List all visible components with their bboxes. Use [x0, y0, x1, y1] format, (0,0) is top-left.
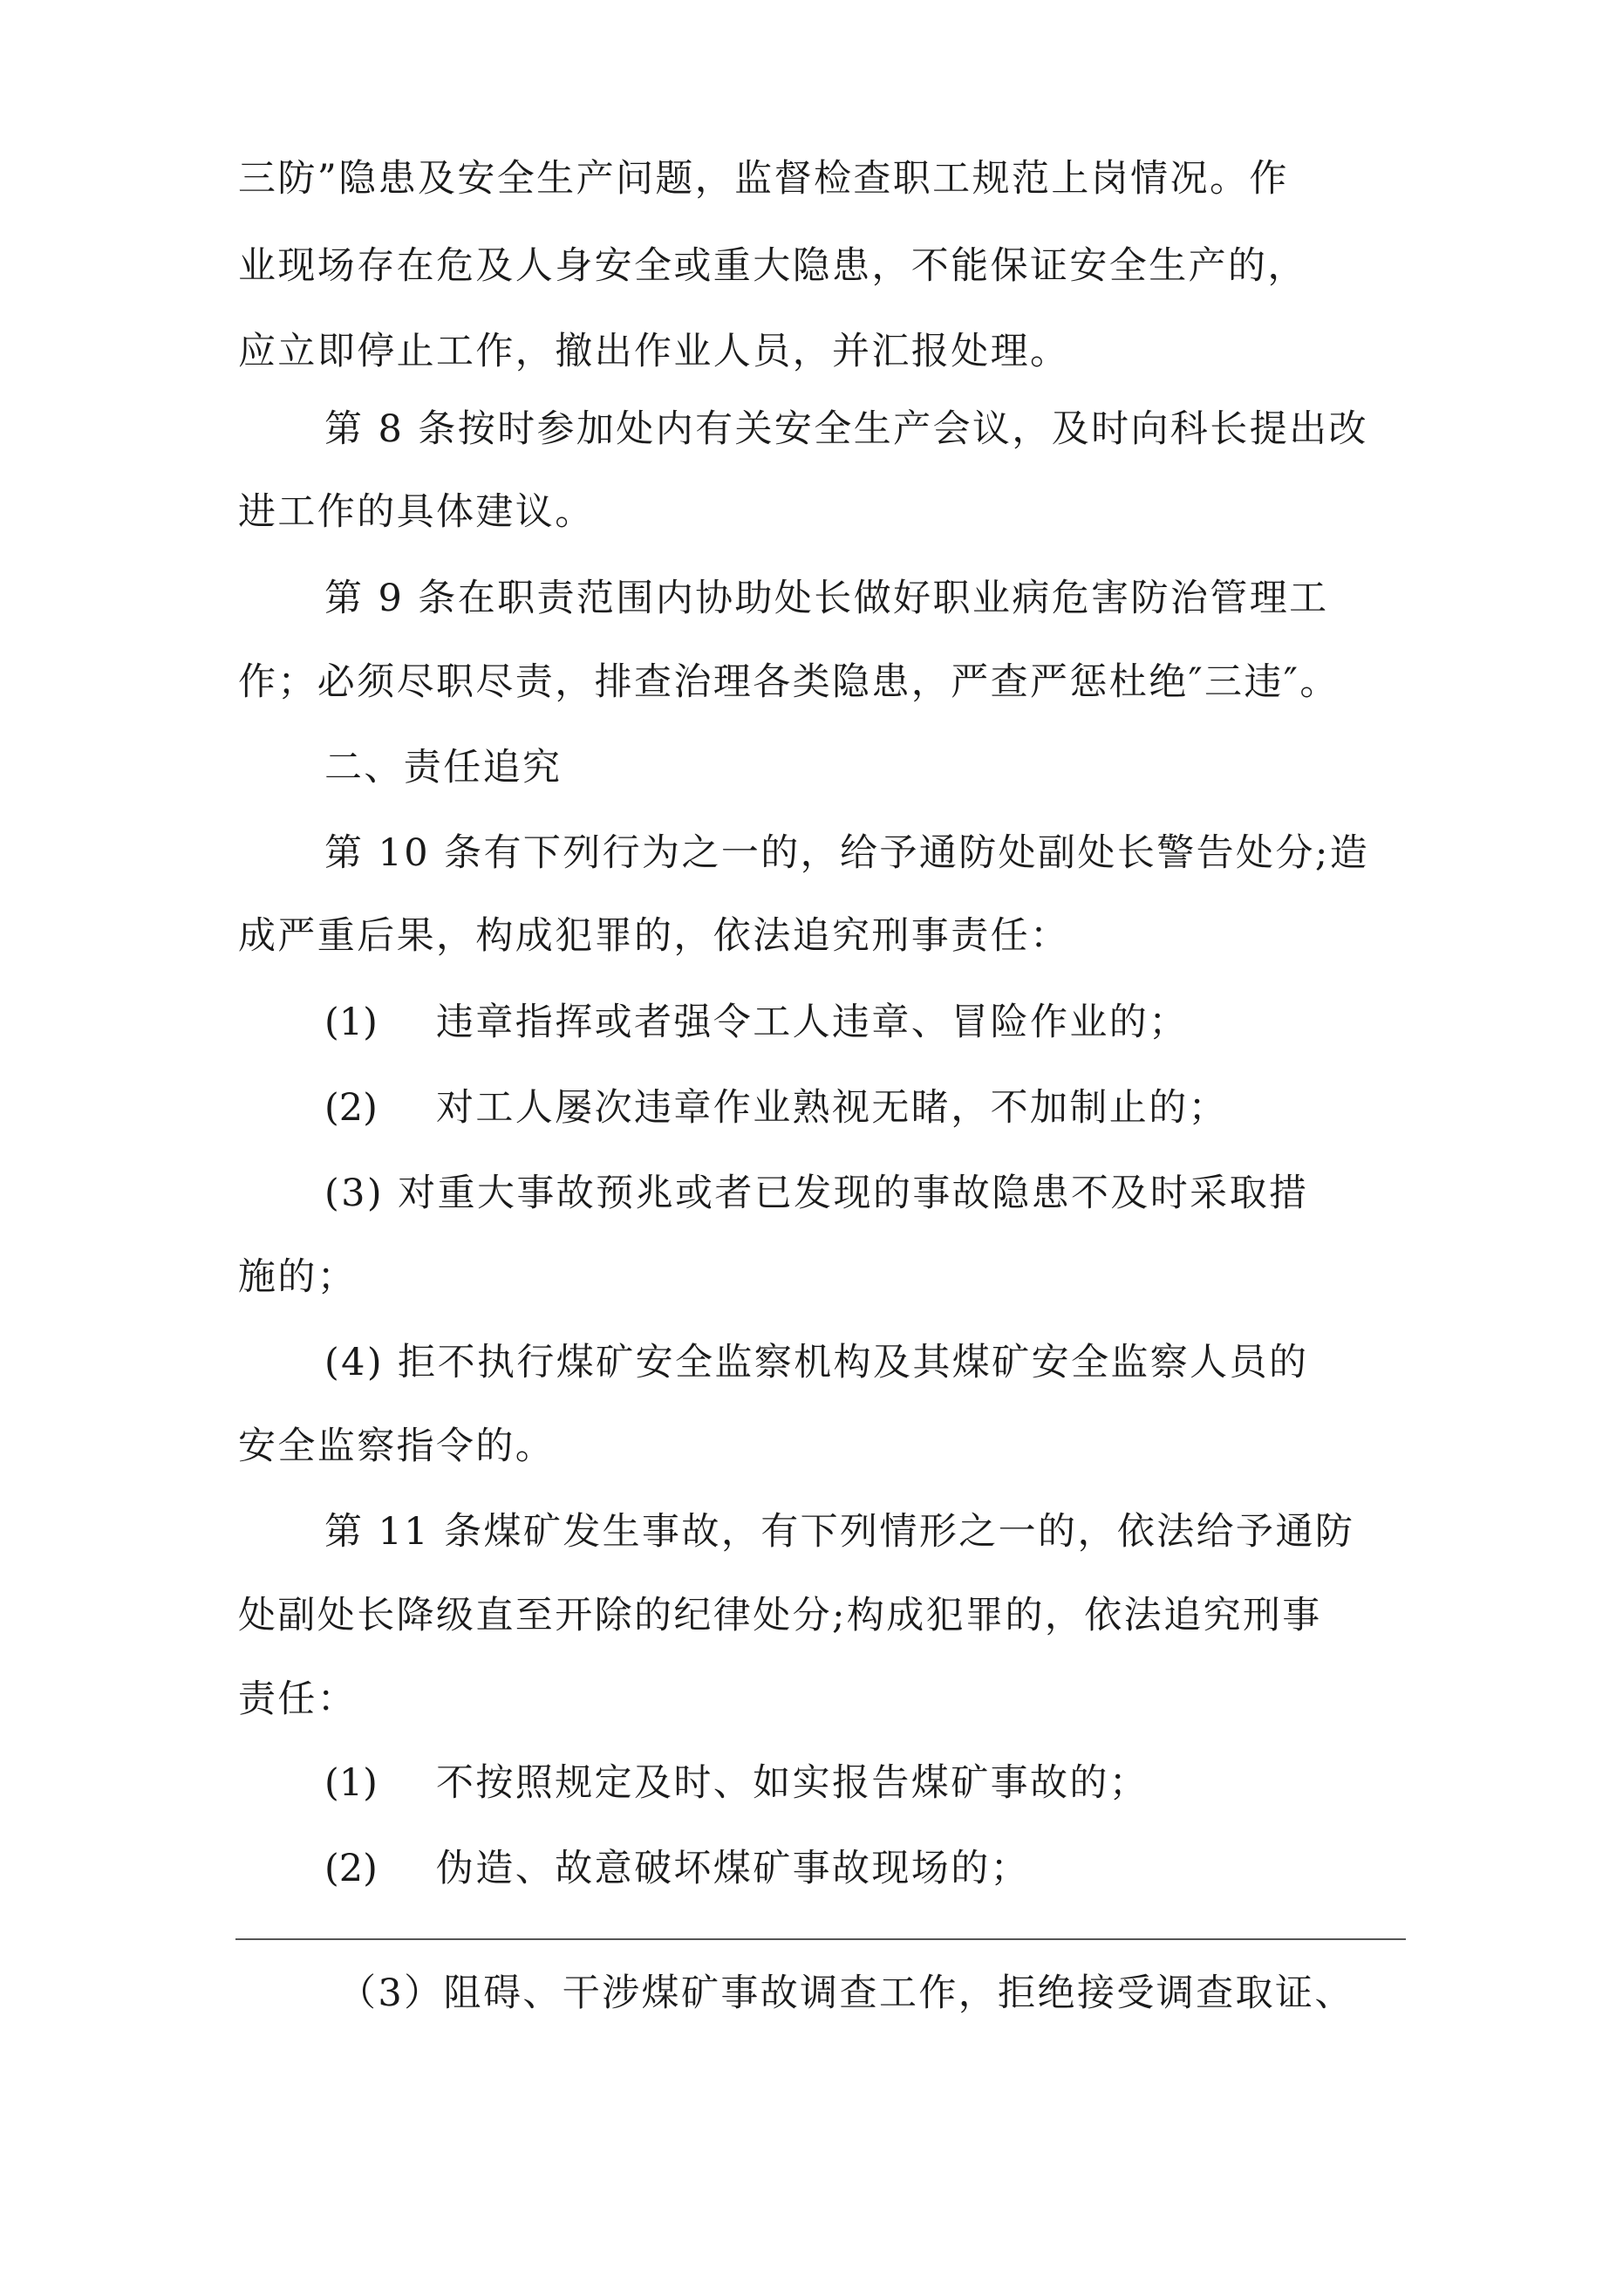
list-item-number: (1)	[324, 1001, 378, 1044]
list-item-line: (3) 对重大事故预兆或者已发现的事故隐患不及时采取措	[324, 1172, 1309, 1215]
article-8-line: 第 8 条按时参加处内有关安全生产会议，及时向科长提出改	[324, 407, 1368, 451]
article-9-line: 第 9 条在职责范围内协助处长做好职业病危害防治管理工	[324, 577, 1329, 620]
page-divider	[235, 1938, 1406, 1940]
list-item-text: 违章指挥或者强令工人违章、冒险作业的；	[436, 1001, 1189, 1044]
list-item-text: 伪造、故意破坏煤矿事故现场的；	[436, 1847, 1030, 1890]
article-9-line: 作；必须尽职尽责，排查治理各类隐患，严查严惩杜绝″三违″。	[238, 660, 1340, 704]
list-item-number: (1)	[324, 1761, 378, 1805]
paragraph-line: 业现场存在危及人身安全或重大隐患，不能保证安全生产的，	[238, 244, 1307, 288]
section-heading: 二、责任追究	[324, 746, 563, 789]
article-8-line: 进工作的具体建议。	[238, 490, 595, 534]
paragraph-line: 三防”隐患及安全生产问题，监督检查职工规范上岗情况。作	[238, 157, 1289, 201]
list-item-line: 施的；	[238, 1255, 358, 1299]
paragraph-line: 应立即停止工作，撤出作业人员，并汇报处理。	[238, 330, 1070, 373]
list-item-number: (2)	[324, 1086, 378, 1130]
list-item-text: 不按照规定及时、如实报告煤矿事故的；	[436, 1761, 1149, 1805]
article-11-line: 责任：	[238, 1678, 358, 1721]
next-page-line: （3）阻碍、干涉煤矿事故调查工作，拒绝接受调查取证、	[338, 1971, 1354, 2015]
list-item-number: (2)	[324, 1847, 378, 1890]
article-10-line: 第 10 条有下列行为之一的，给予通防处副处长警告处分;造	[324, 831, 1370, 875]
list-item-text: 对工人屡次违章作业熟视无睹，不加制止的；	[436, 1086, 1228, 1130]
article-10-line: 成严重后果，构成犯罪的，依法追究刑事责任：	[238, 914, 1070, 958]
article-11-line: 第 11 条煤矿发生事故，有下列情形之一的，依法给予通防	[324, 1510, 1355, 1554]
article-11-line: 处副处长降级直至开除的纪律处分;构成犯罪的，依法追究刑事	[238, 1594, 1322, 1637]
list-item-line: 安全监察指令的。	[238, 1425, 556, 1468]
list-item-line: (4) 拒不执行煤矿安全监察机构及其煤矿安全监察人员的	[324, 1341, 1309, 1384]
